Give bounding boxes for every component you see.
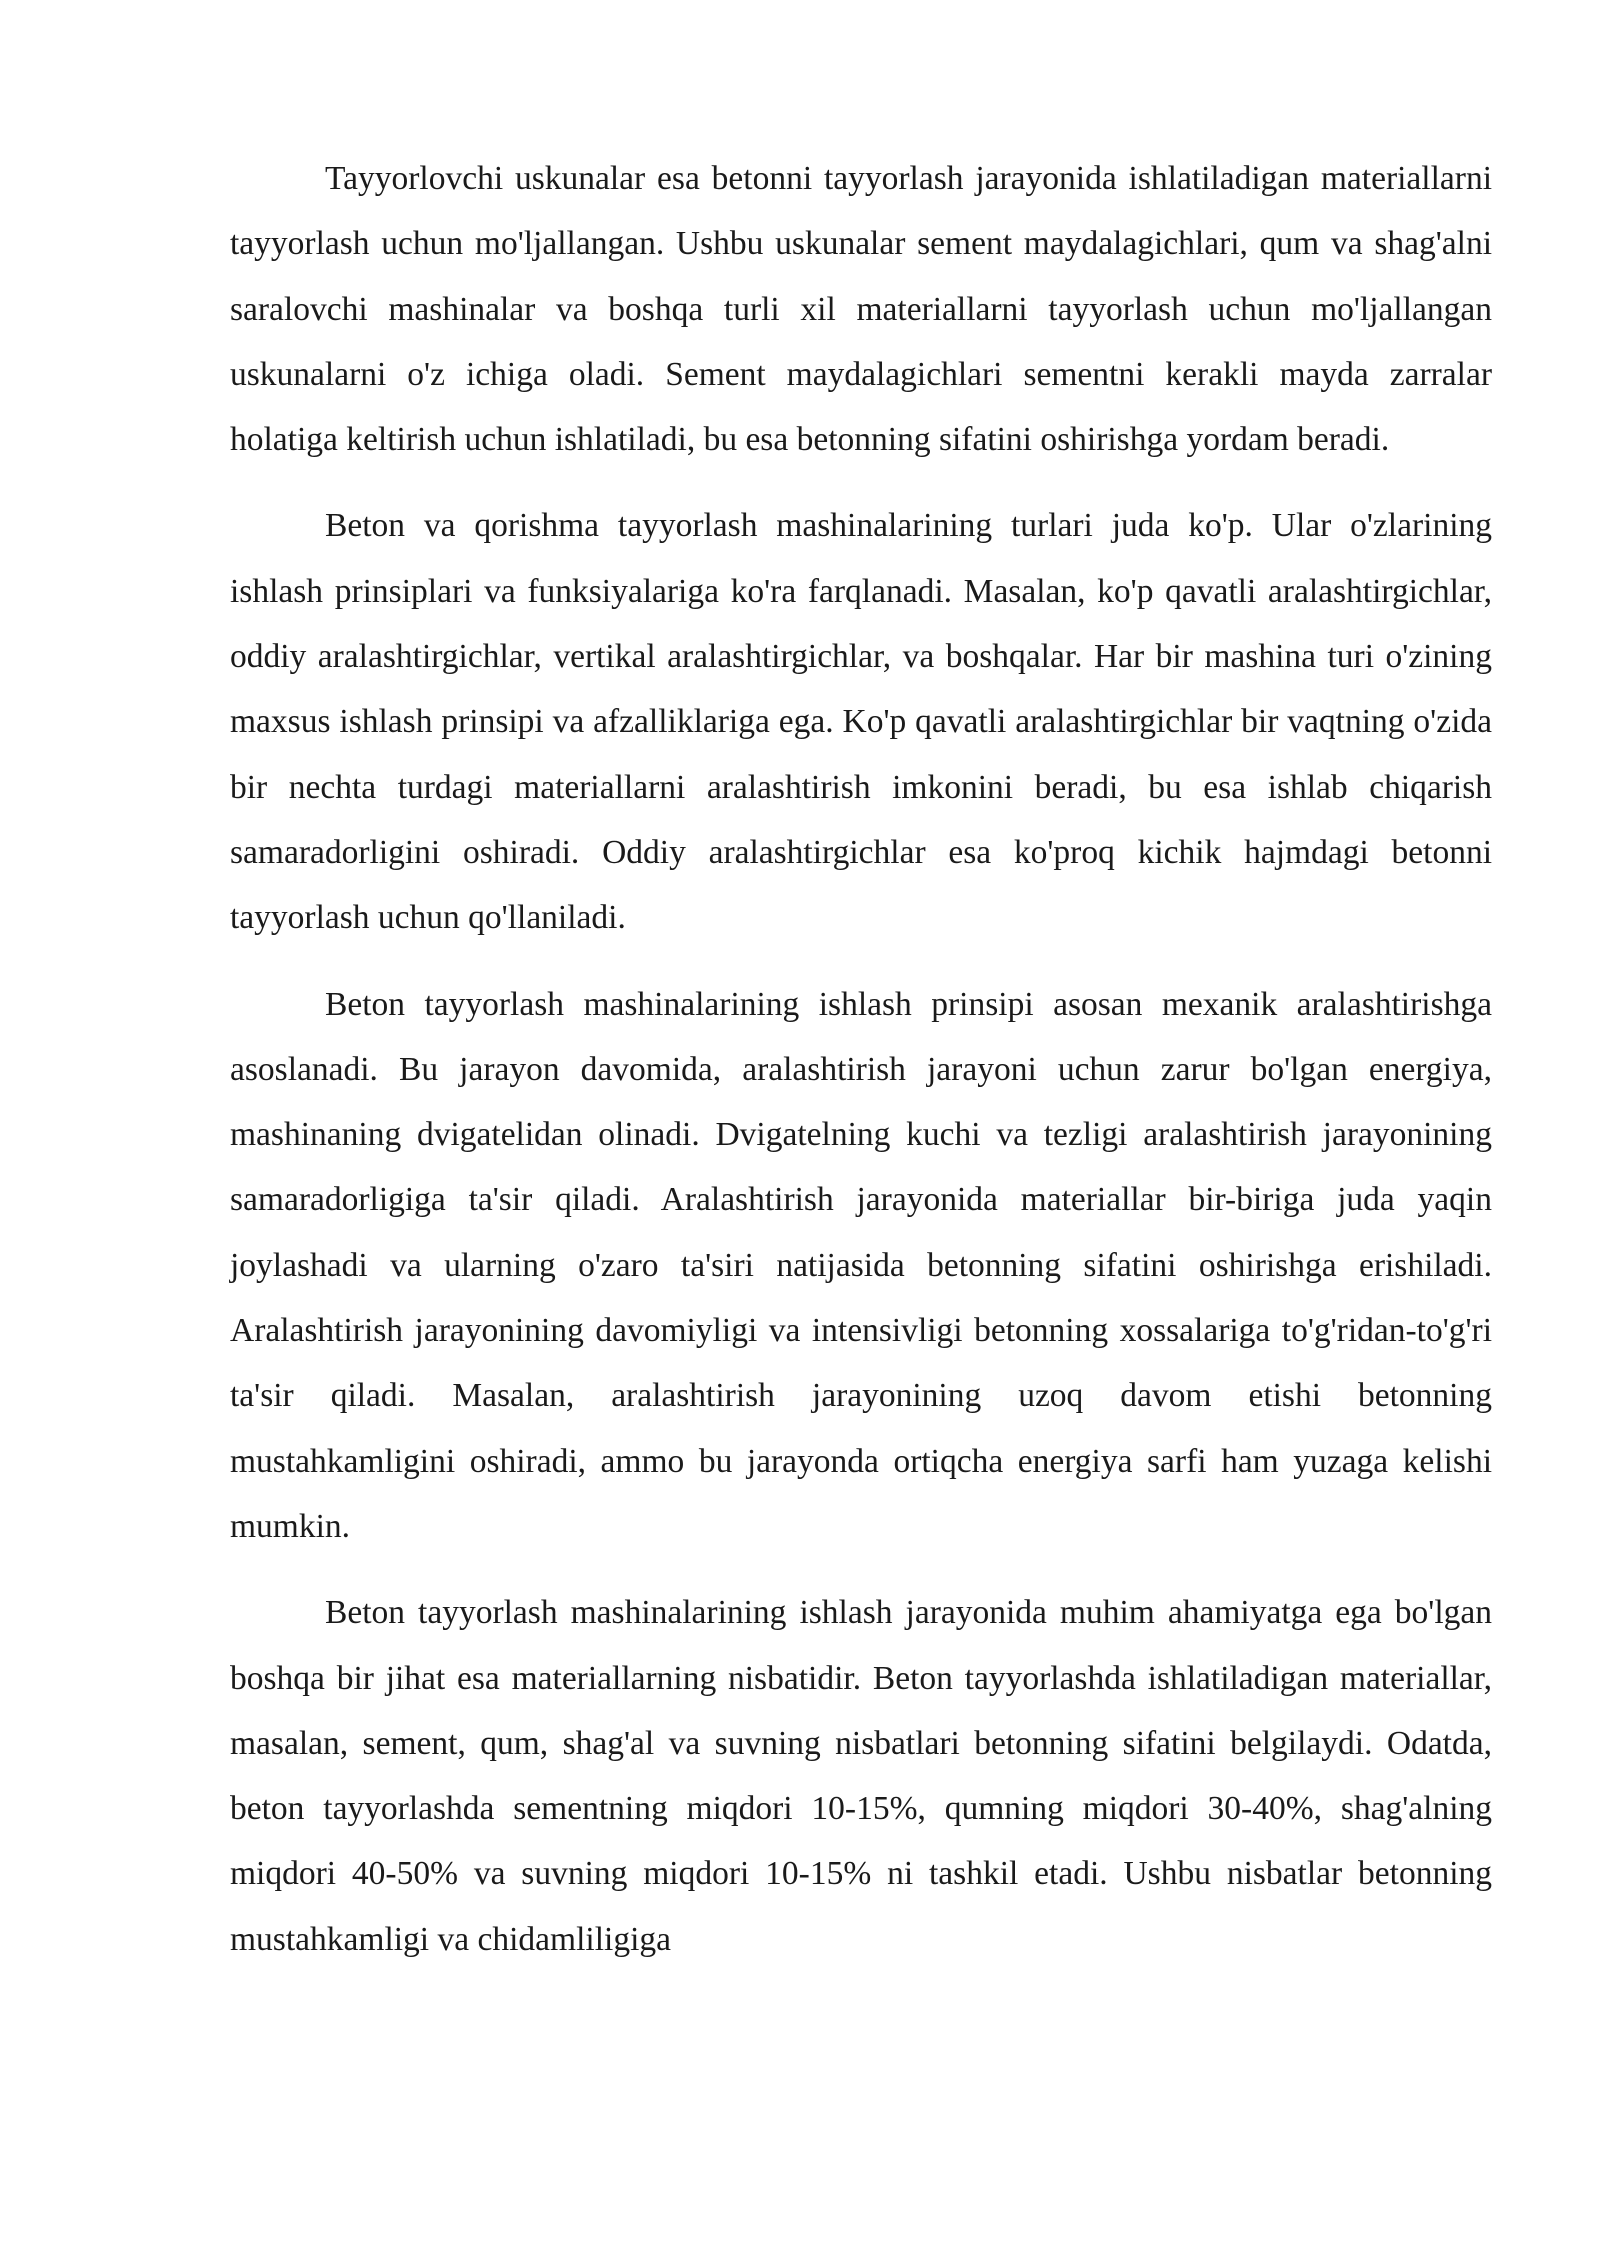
paragraph-3: Beton tayyorlash mashinalarining ishlash prinsipi asosan mexanik aralashtirishga asoslanadi. Bu jarayon davomida, aralashtirish jarayoni uchun zarur bo'lgan energiya, mashinaning dvigatelidan olinadi. Dvigatelning kuchi va tezligi aralashtirish jarayonining samaradorligiga ta'sir qiladi. Aralashtirish jarayonida materiallar bir-biriga juda yaqin joylashadi va ularning o'zaro ta'siri natijasida betonning sifatini oshirishga erishiladi. Aralashtirish jarayonining davomiyligi va intensivligi betonning xossalariga to'g'ridan-to'g'ri ta'sir qiladi. Masalan, aralashtirish jarayonining uzoq davom etishi betonning mustahkamligini oshiradi, ammo bu jarayonda ortiqcha energiya sarfi ham yuzaga kelishi mumkin. bbox=[230, 985, 1492, 1545]
paragraph-2: Beton va qorishma tayyorlash mashinalarining turlari juda ko'p. Ular o'zlarining ishlash prinsiplari va funksiyalariga ko'ra farqlanadi. Masalan, ko'p qavatli aralashtirgichlar, oddiy aralashtirgichlar, vertikal aralashtirgichlar, va boshqalar. Har bir mashina turi o'zining maxsus ishlash prinsipi va afzalliklariga ega. Ko'p qavatli aralashtirgichlar bir vaqtning o'zida bir nechta turdagi materiallarni aralashtirish imkonini beradi, bu esa ishlab chiqarish samaradorligini oshiradi. Oddiy aralashtirgichlar esa ko'proq kichik hajmdagi betonni tayyorlash uchun qo'llaniladi. bbox=[230, 507, 1492, 937]
paragraph-4: Beton tayyorlash mashinalarining ishlash jarayonida muhim ahamiyatga ega bo'lgan boshqa bir jihat esa materiallarning nisbatidir. Beton tayyorlashda ishlatiladigan materiallar, masalan, sement, qum, shag'al va suvning nisbatlari betonning sifatini belgilaydi. Odatda, beton tayyorlashda sementning miqdori 10-15%, qumning miqdori 30-40%, shag'alning miqdori 40-50% va suvning miqdori 10-15% ni tashkil etadi. Ushbu nisbatlar betonning mustahkamligi va chidamliligiga bbox=[230, 1594, 1492, 1958]
document-body bbox=[230, 146, 1492, 1993]
paragraph-1: Tayyorlovchi uskunalar esa betonni tayyorlash jarayonida ishlatiladigan materiallarni tayyorlash uchun mo'ljallangan. Ushbu uskunalar sement maydalagichlari, qum va shag'alni saralovchi mashinalar va boshqa turli xil materiallarni tayyorlash uchun mo'ljallangan uskunalarni o'z ichiga oladi. Sement maydalagichlari sementni kerakli mayda zarralar holatiga keltirish uchun ishlatiladi, bu esa betonning sifatini oshirishga yordam beradi. bbox=[230, 160, 1492, 459]
